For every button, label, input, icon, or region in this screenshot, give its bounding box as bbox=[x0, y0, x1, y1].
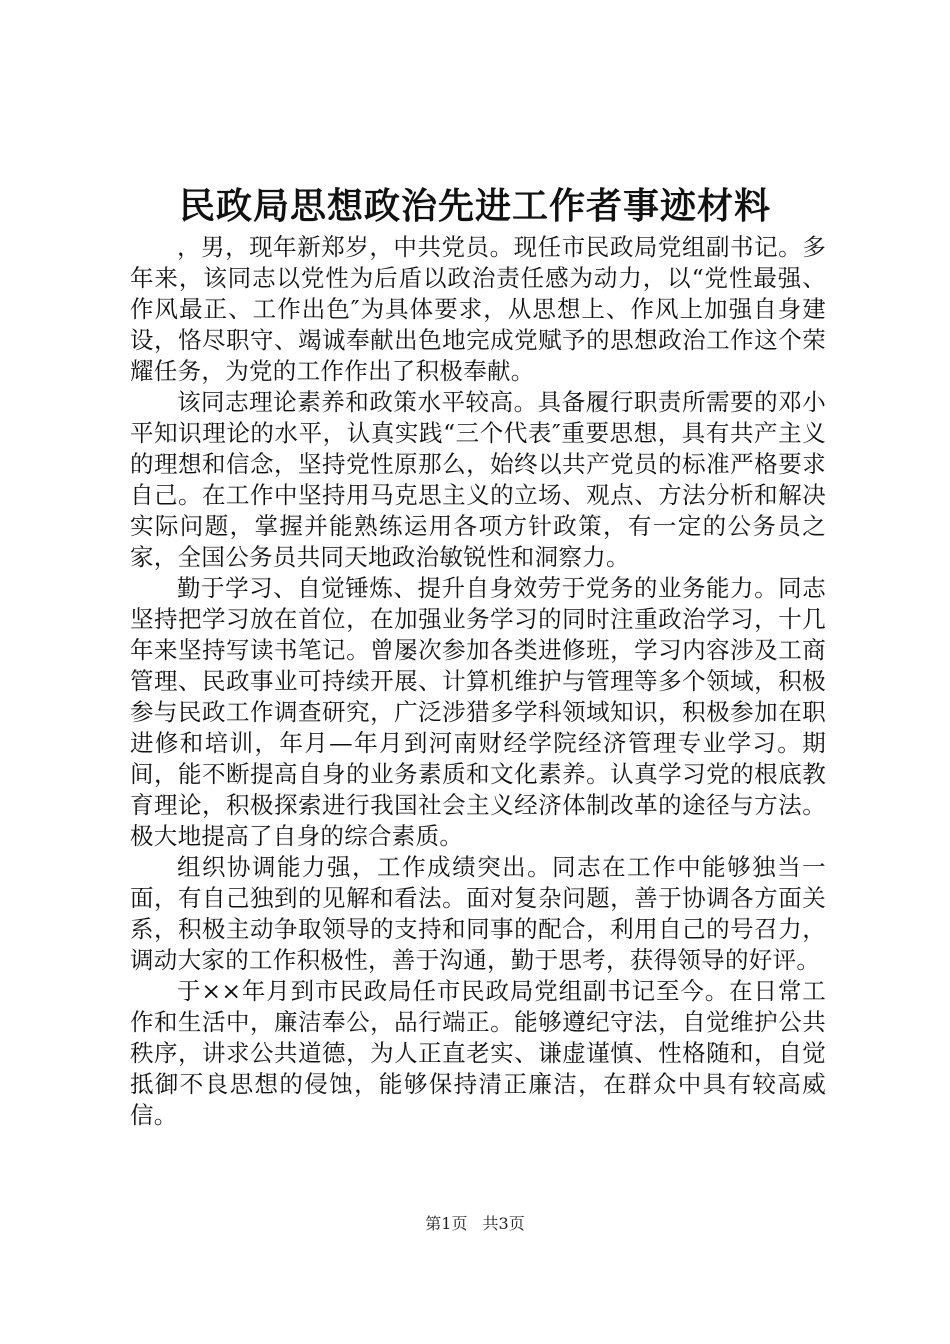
page-total: 共3页 bbox=[482, 1214, 525, 1233]
page-number: 第1页 bbox=[425, 1214, 468, 1233]
paragraph-3: 勤于学习、自觉锤炼、提升自身效劳于党务的业务能力。同志坚持把学习放在首位，在加强业务学习的同时注重政治学习，十几年来坚持写读书笔记。曾屡次参加各类进修班，学习内容涉及工商管理、民政事业可持续开展、计算机维护与管理等多个领域，积极参与民政工作调查研究，广泛涉猎多学科领域知识，积极参加在职进修和培训，年月—年月到河南财经学院经济管理专业学习。期间，能不断提高自身的业务素质和文化素养。认真学习党的根底教育理论，积极探索进行我国社会主义经济体制改革的途径与方法。极大地提高了自身的综合素质。 bbox=[130, 574, 826, 850]
document-title: 民政局思想政治先进工作者事迹材料 bbox=[178, 185, 771, 227]
page-footer bbox=[0, 1213, 950, 1235]
document-body bbox=[130, 232, 826, 1131]
paragraph-5: 于××年月到市民政局任市民政局党组副书记至今。在日常工作和生活中，廉洁奉公，品行端正。能够遵纪守法，自觉维护公共秩序，讲求公共道德，为人正直老实、谦虚谨慎、性格随和，自觉抵御不良思想的侵蚀，能够保持清正廉洁，在群众中具有较高威信。 bbox=[130, 977, 826, 1129]
paragraph-2: 该同志理论素养和政策水平较高。具备履行职责所需要的邓小平知识理论的水平，认真实践“三个代表″重要思想，具有共产主义的理想和信念，坚持党性原那么，始终以共产党员的标准严格要求自己。在工作中坚持用马克思主义的立场、观点、方法分析和解决实际问题，掌握并能熟练运用各项方针政策，有一定的公务员之家，全国公务员共同天地政治敏锐性和洞察力。 bbox=[130, 388, 826, 571]
paragraph-4: 组织协调能力强，工作成绩突出。同志在工作中能够独当一面，有自己独到的见解和看法。面对复杂问题，善于协调各方面关系，积极主动争取领导的支持和同事的配合，利用自己的号召力，调动大家的工作积极性，善于沟通，勤于思考，获得领导的好评。 bbox=[130, 853, 826, 974]
paragraph-1: ，男，现年新郑岁，中共党员。现任市民政局党组副书记。多年来，该同志以党性为后盾以政治责任感为动力，以“党性最强、作风最正、工作出色″为具体要求，从思想上、作风上加强自身建设，恪尽职守、竭诚奉献出色地完成党赋予的思想政治工作这个荣耀任务，为党的工作作出了积极奉献。 bbox=[130, 233, 826, 385]
